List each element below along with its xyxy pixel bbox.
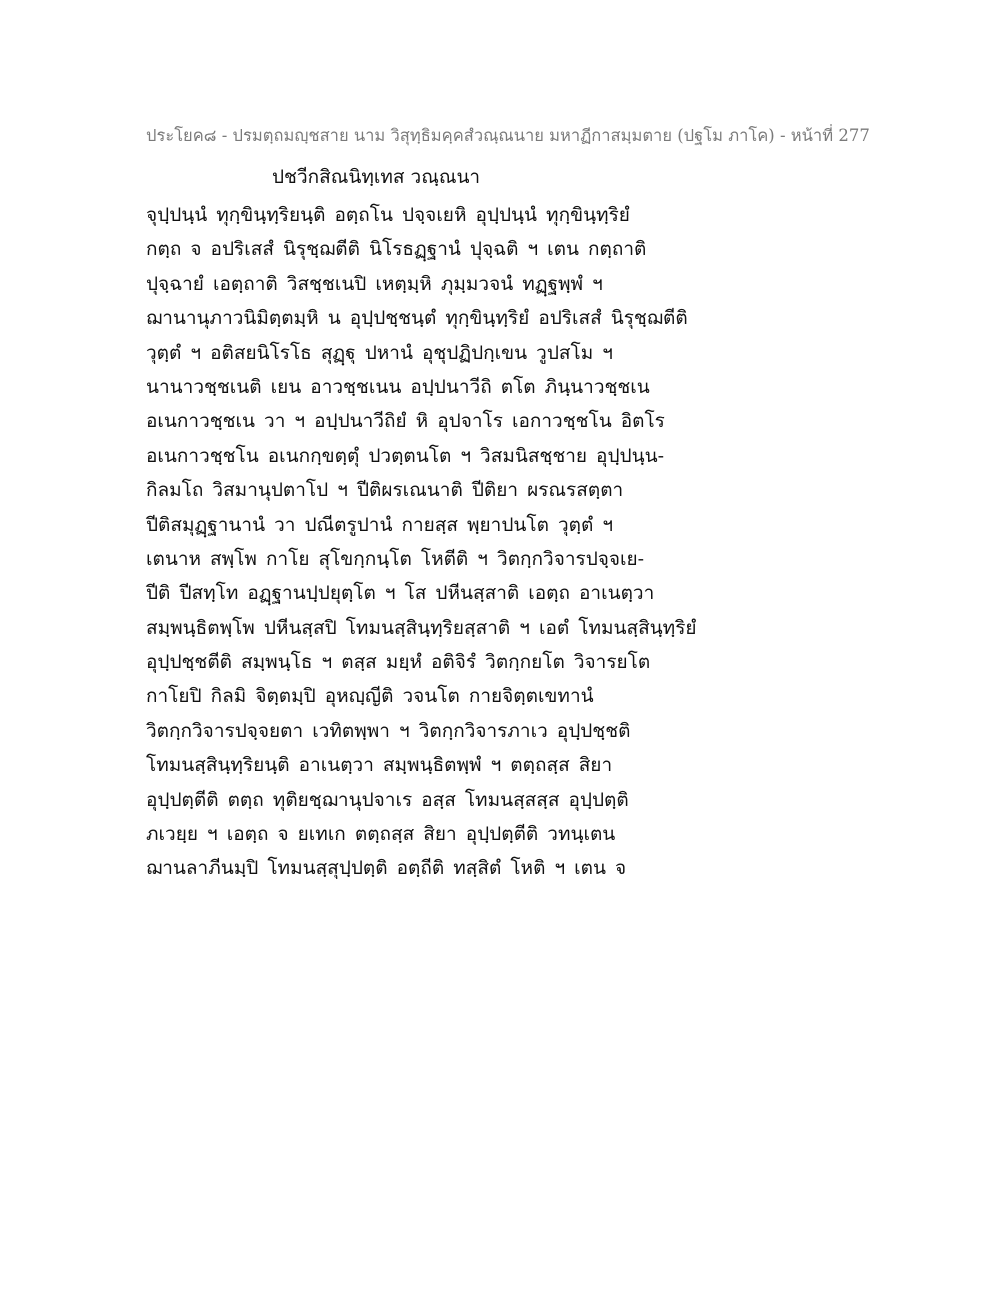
text-line: อเนกาวชฺชเน วา ฯ อปฺปนาวีถิยํ หิ อุปจาโร เอกาวชฺชโน อิตโร (146, 410, 665, 433)
text-line: โทมนสฺสินฺทฺริยนฺติ อาเนตฺวา สมฺพนฺธิตพฺพํ ฯ ตตฺถสฺส สิยา (146, 754, 613, 777)
text-line: วิตกฺกวิจารปจฺจยตา เวทิตพฺพา ฯ วิตกฺกวิจารภาเว อุปฺปชฺชติ (146, 719, 631, 742)
text-line: กาโยปิ กิลมิ จิตฺตมฺปิ อุหญฺญีติ วจนโต กายจิตฺตเขทานํ (146, 685, 594, 708)
running-header: ประโยค๘ - ปรมตฺถมญฺชสาย นาม วิสุทฺธิมคฺคสํวณฺณนาย มหาฏีกาสมฺมตาย (ปฐโม ภาโค) - หน้าที่ 277 (146, 126, 870, 145)
text-line: อุปฺปตฺตีติ ตตฺถ ทุติยชฺฌานุปจาเร อสฺส โทมนสฺสสฺส อุปฺปตฺติ (146, 788, 629, 811)
text-line: นานาวชฺชเนติ เยน อาวชฺชเนน อปฺปนาวีถิ ตโต ภินฺนาวชฺชเน (146, 375, 650, 398)
text-line: อเนกาวชฺชโน อเนกกฺขตฺตุํ ปวตฺตนโต ฯ วิสมนิสชฺชาย อุปฺปนฺน- (146, 444, 664, 467)
text-line: ปีติสมุฏฺฐานานํ วา ปณีตรูปานํ กายสฺส พฺยาปนโต วุตฺตํ ฯ (146, 513, 614, 536)
text-line: จุปฺปนฺนํ ทุกฺขินฺทฺริยนฺติ อตฺถโน ปจฺจเยหิ อุปฺปนฺนํ ทุกฺขินฺทฺริยํ (146, 204, 630, 226)
text-line: ภเวยฺย ฯ เอตฺถ จ ยเทเก ตตฺถสฺส สิยา อุปฺปตฺตีติ วทนฺเตน (146, 823, 616, 846)
text-line: ฌานานุภาวนิมิตฺตมฺหิ น อุปฺปชฺชนฺตํ ทุกฺขินฺทฺริยํ อปริเสสํ นิรุชฺฌตีติ (146, 307, 688, 330)
text-line: วุตฺตํ ฯ อติสยนิโรโธ สุฏฺฐุ ปหานํ อุชุปฏิปกฺเขน วูปสโม ฯ (146, 341, 613, 364)
text-line: ปุจฺฉายํ เอตฺถาติ วิสชฺชเนปิ เหตฺมฺหิ ภุมฺมวจนํ ทฏฺฐพฺพํ ฯ (146, 272, 603, 295)
body-text (146, 198, 846, 886)
text-line: เตนาห สพฺโพ กาโย สุโขกฺกนฺโต โหตีติ ฯ วิตกฺกวิจารปจฺจเย- (146, 547, 645, 570)
text-line: กิลมโถ วิสมานุปตาโป ฯ ปีติผรเณนาติ ปีติยา ผรณรสตฺตา (146, 479, 624, 502)
text-line: กตฺถ จ อปริเสสํ นิรุชฺฌตีติ นิโรธฏฺฐานํ ปุจฺฉติ ฯ เตน กตฺถาติ (146, 238, 647, 261)
section-title: ปชวีกสิณนิทฺเทส วณฺณนา (272, 166, 481, 188)
text-line: ฌานลาภีนมฺปิ โทมนสฺสุปฺปตฺติ อตฺถีติ ทสฺสิตํ โหติ ฯ เตน จ (146, 857, 627, 880)
text-line: สมฺพนฺธิตพฺโพ ปหีนสฺสปิ โทมนสฺสินฺทฺริยสฺสาติ ฯ เอตํ โทมนสฺสินฺทฺริยํ (146, 616, 697, 639)
text-line: ปีติ ปีสทฺโท อฏฺฐานปฺปยุตฺโต ฯ โส ปหีนสฺสาติ เอตฺถ อาเนตฺวา (146, 582, 655, 605)
text-line: อุปฺปชฺชตีติ สมฺพนฺโธ ฯ ตสฺส มยฺหํ อติจิรํ วิตกฺกยโต วิจารยโต (146, 651, 651, 674)
